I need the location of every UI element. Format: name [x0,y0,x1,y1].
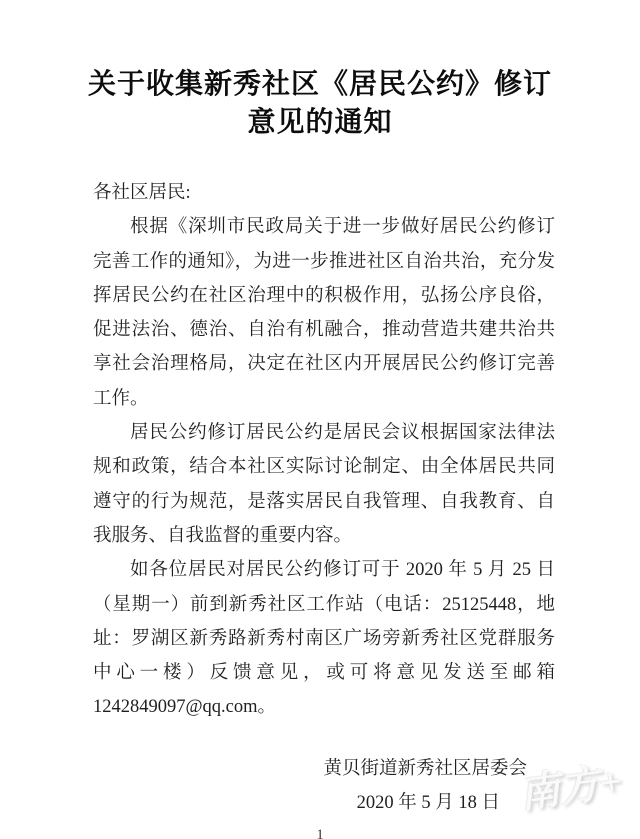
nanfang-plus-watermark: 南方+ [516,758,625,817]
body-paragraph: 居民公约修订居民公约是居民会议根据国家法律法规和政策，结合本社区实际讨论制定、由全体居民共同遵守的行为规范，是落实居民自我管理、自我教育、自我服务、自我监督的重要内容。 [93,423,555,546]
body-paragraph: 如各位居民对居民公约修订可于 2020 年 5 月 25 日（星期一）前到新秀社区工作站（电话：25125448，地址：罗湖区新秀路新秀村南区广场旁新秀社区党群服务中心一楼）反馈意见，或可将意见发送至邮箱 1242849097@qq.com。 [93,560,555,718]
body-paragraph: 根据《深圳市民政局关于进一步做好居民公约修订完善工作的通知》，为进一步推进社区自治共治，充分发挥居民公约在社区治理中的积极作用，弘扬公序良俗，促进法治、德治、自治有机融合，推动营造共建共治共享社会治理格局，决定在社区内开展居民公约修订完善工作。 [93,217,555,409]
document-title-line-1: 关于收集新秀社区《居民公约》修订 [87,69,552,100]
signature-org: 黄贝街道新秀社区居委会 [323,758,527,779]
signature-date: 2020 年 5 月 18 日 [356,793,500,814]
document-body [93,176,555,820]
salutation-text: 各社区居民: [93,183,191,203]
document-title [0,66,640,142]
page-number: 1 [316,827,324,839]
document-title-line-2: 意见的通知 [247,107,393,138]
